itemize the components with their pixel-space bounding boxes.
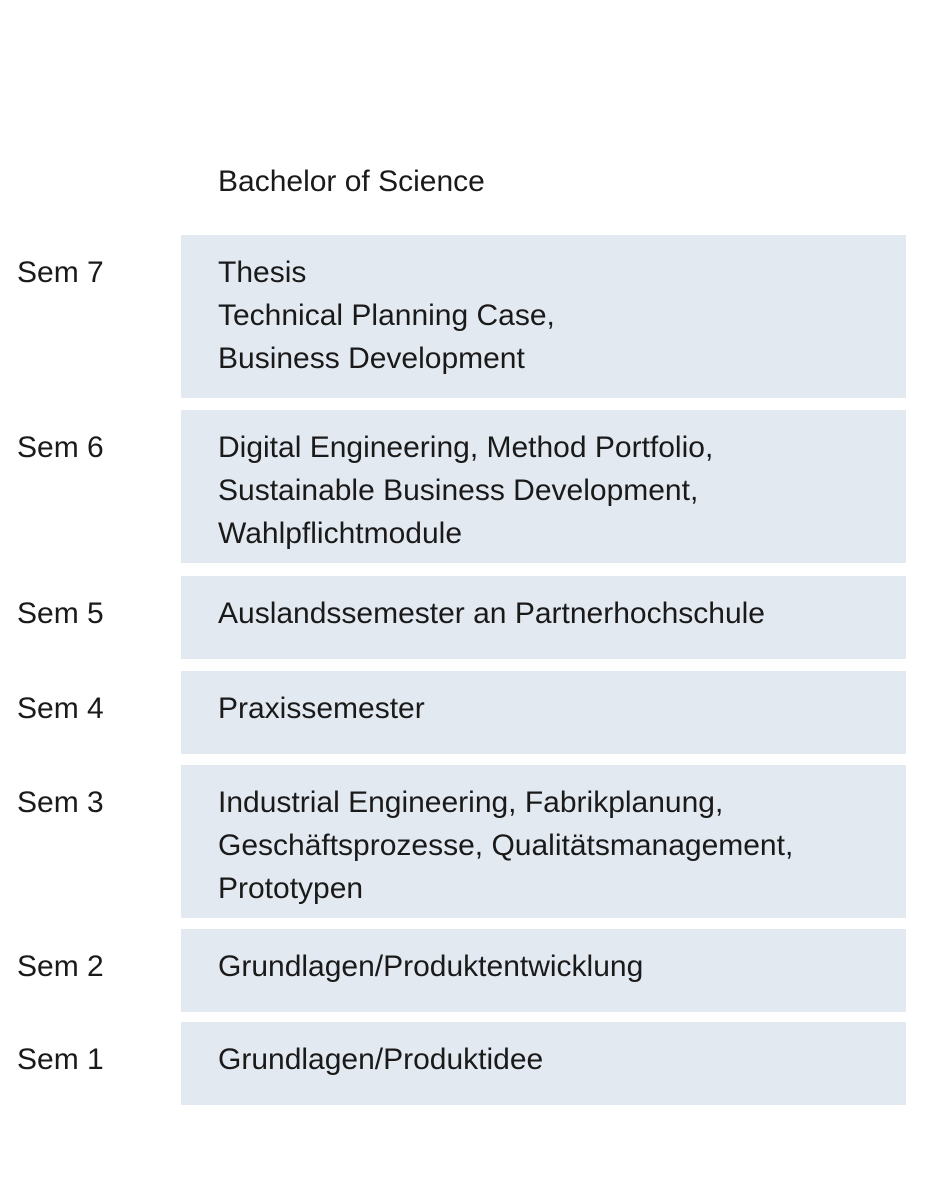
semester-content-box <box>181 671 906 754</box>
semester-label: Sem 7 <box>17 256 104 289</box>
semester-content-line: Grundlagen/Produktentwicklung <box>218 950 644 983</box>
semester-content-box <box>181 1022 906 1105</box>
semester-content-line: Wahlpflichtmodule <box>218 517 462 550</box>
semester-content-box <box>181 410 906 563</box>
semester-content-line: Geschäftsprozesse, Qualitätsmanagement, <box>218 829 794 862</box>
semester-content-line: Thesis <box>218 256 307 289</box>
semester-content-line: Auslandssemester an Partnerhochschule <box>218 597 765 630</box>
semester-content-box <box>181 235 906 398</box>
semester-label: Sem 6 <box>17 431 104 464</box>
semester-label: Sem 1 <box>17 1043 104 1076</box>
semester-content-box <box>181 765 906 918</box>
semester-content-box <box>181 576 906 659</box>
semester-label: Sem 4 <box>17 692 104 725</box>
semester-label: Sem 2 <box>17 950 104 983</box>
semester-content-line: Sustainable Business Development, <box>218 474 699 507</box>
semester-label: Sem 5 <box>17 597 104 630</box>
semester-content-line: Technical Planning Case, <box>218 299 555 332</box>
semester-label: Sem 3 <box>17 786 104 819</box>
semester-content-line: Praxissemester <box>218 692 425 725</box>
semester-content-box <box>181 929 906 1012</box>
semester-content-line: Business Development <box>218 342 525 375</box>
semester-content-line: Prototypen <box>218 872 364 905</box>
semester-content-line: Grundlagen/Produktidee <box>218 1043 544 1076</box>
semester-content-line: Digital Engineering, Method Portfolio, <box>218 431 714 464</box>
semester-content-line: Industrial Engineering, Fabrikplanung, <box>218 786 724 819</box>
degree-title: Bachelor of Science <box>218 165 485 198</box>
